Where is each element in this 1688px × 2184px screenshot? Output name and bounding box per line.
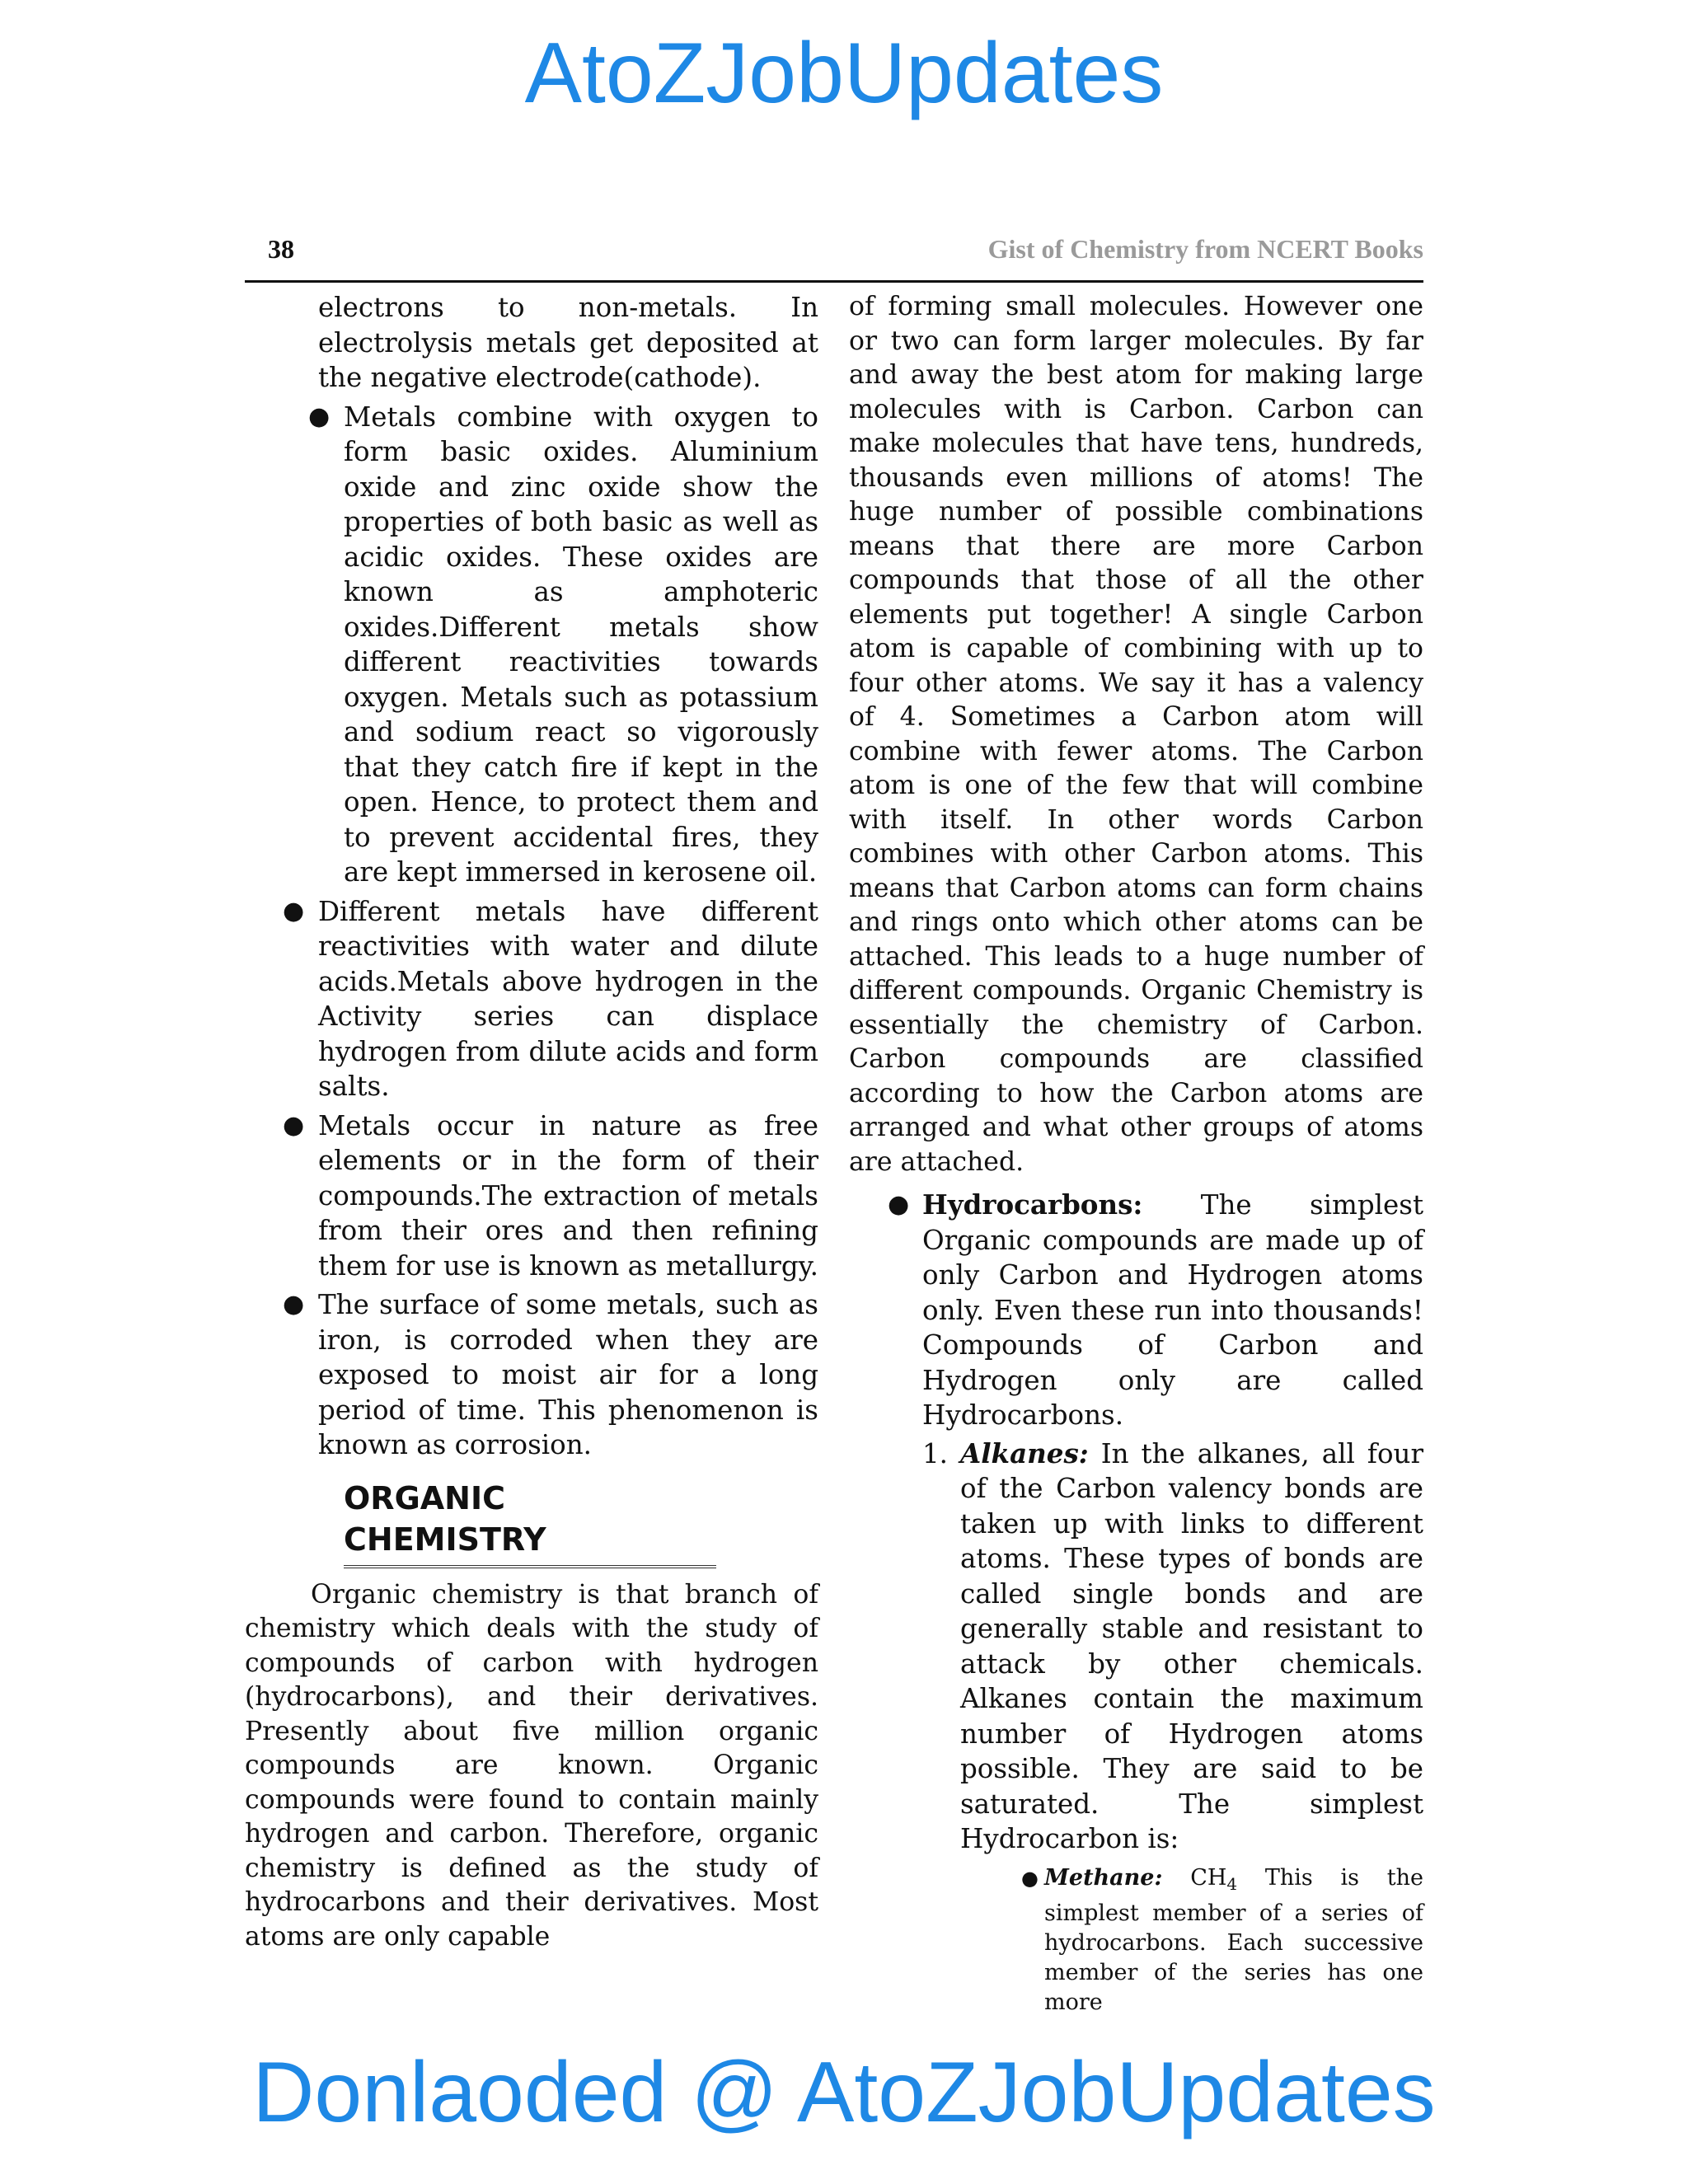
continuation-paragraph: electrons to non-metals. In electrolysis metals get deposited at the negative electrode(cathode).	[318, 292, 818, 393]
section-heading: ORGANIC CHEMISTRY	[344, 1478, 716, 1568]
list-item-text: Metals combine with oxygen to form basic oxides. Aluminium oxide and zinc oxide show the properties of both basic as well as acidic oxides. These oxides are known as amphoteric oxides.Different metals show different reactivities towards oxygen. Metals such as potassium and sodium react so vigorously that they catch fire if kept in the open. Hence, to protect them and to prevent accidental fires, they are kept immersed in kerosene oil.	[344, 401, 818, 888]
left-column	[245, 290, 818, 1954]
organic-paragraph	[245, 1578, 818, 1955]
list-item-text: Metals occur in nature as free elements or in the form of their compounds.The extraction of metals from their ores and then refining them for use is known as metallurgy.	[318, 1109, 818, 1282]
list-item	[283, 1287, 818, 1463]
organic-paragraph-text: Organic chemistry is that branch of chemistry which deals with the study of compounds of carbon with hydrogen (hydrocarbons), and their derivatives. Presently about five million organic compounds are known. Organic compounds were found to contain mainly hydrogen and carbon. Therefore, organic chemistry is defined as the study of hydrocarbons and their derivatives. Most atoms are only capable	[245, 1579, 818, 1952]
list-item-text: Different metals have different reactivities with water and dilute acids.Metals above hydrogen in the Activity series can displace hydrogen from dilute acids and form salts.	[318, 895, 818, 1102]
bullet-icon: ●	[283, 1290, 305, 1319]
methane-term: Methane:	[1044, 1864, 1163, 1891]
formula-subscript: 4	[1226, 1873, 1238, 1894]
page-number: 38	[268, 234, 294, 264]
alkanes-text: In the alkanes, all four of the Carbon valency bonds are taken up with links to different atoms. These types of bonds are called single bonds and are generally stable and resistant to attack by other chemicals. Alkanes contain the maximum number of Hydrogen atoms possible. They are said to be saturated. The simplest Hydrocarbon is:	[960, 1437, 1423, 1854]
bullet-icon: ●	[308, 401, 331, 431]
list-item	[308, 400, 818, 890]
bullet-icon: ●	[283, 1110, 305, 1140]
bullet-icon: ●	[1021, 1866, 1039, 1890]
list-item-text: The surface of some metals, such as iron, is corroded when they are exposed to moist air for a long period of time. This phenomenon is known as corrosion.	[318, 1289, 818, 1460]
page-header	[245, 232, 1423, 283]
methane-item	[1021, 1863, 1423, 2018]
alkanes-item	[922, 1436, 1423, 1857]
right-column	[849, 290, 1423, 2018]
list-number: 1.	[922, 1437, 949, 1469]
book-title: Gist of Chemistry from NCERT Books	[987, 234, 1423, 264]
list-item	[283, 1108, 818, 1284]
alkanes-term: Alkanes:	[960, 1436, 1089, 1469]
hydrocarbons-term: Hydrocarbons:	[922, 1188, 1143, 1221]
methane-formula	[1190, 1864, 1238, 1894]
bullet-icon: ●	[283, 896, 305, 926]
bottom-watermark: Donlaoded @ AtoZJobUpdates	[252, 2045, 1436, 2140]
hydrocarbons-item	[888, 1188, 1423, 1433]
top-watermark: AtoZJobUpdates	[524, 26, 1164, 121]
hydrocarbons-text: The simplest Organic compounds are made up of only Carbon and Hydrogen atoms only. Even these run into thousands! Compounds of Carbon and Hydrogen only are called Hydrocarbons.	[922, 1189, 1423, 1431]
list-item	[283, 894, 818, 1104]
formula-base: CH	[1190, 1864, 1227, 1891]
methane-text: This is the simplest member of a series of hydrocarbons. Each successive member of the series has one more	[1044, 1864, 1423, 2015]
bullet-icon: ●	[888, 1190, 910, 1219]
carbon-paragraph: of forming small molecules. However one or two can form larger molecules. By far and away the best atom for making large molecules with is Carbon. Carbon can make molecules that have tens, hundreds, thousands even millions of atoms! The huge number of possible combinations means that there are more Carbon compounds that those of all the other elements put together! A single Carbon atom is capable of combining with up to four other atoms. We say it has a valency of 4. Sometimes a Carbon atom will combine with fewer atoms. The Carbon atom is one of the few that will combine with itself. In other words Carbon combines with other Carbon atoms. This means that Carbon atoms can form chains and rings onto which other atoms can be attached. This leads to a huge number of different compounds. Organic Chemistry is essentially the chemistry of Carbon. Carbon compounds are classified according to how the Carbon atoms are arranged and what other groups of atoms are attached.	[849, 292, 1423, 1177]
